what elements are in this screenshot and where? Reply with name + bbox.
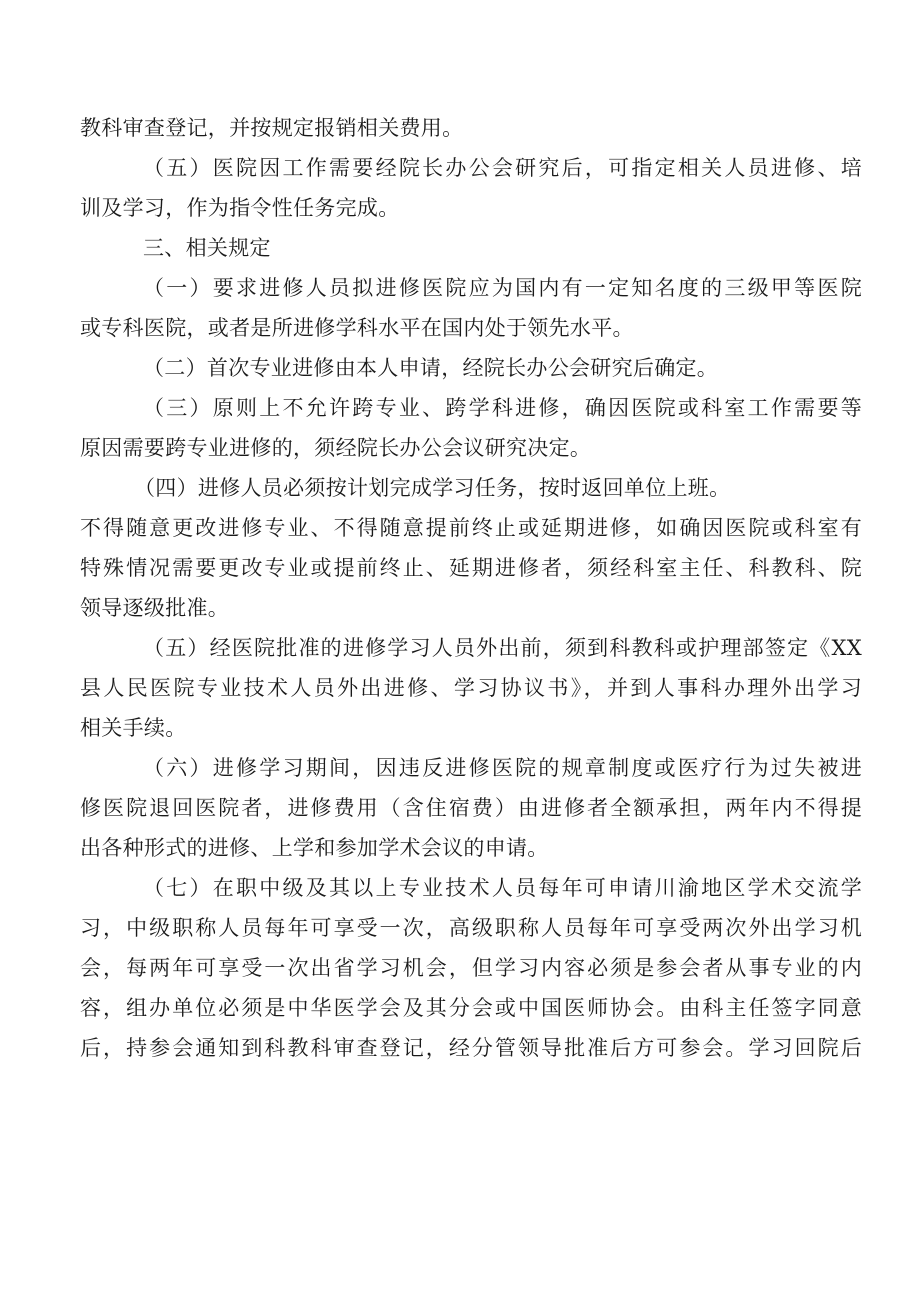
section-heading (80, 228, 862, 268)
text-line: 原因需要跨专业进修的，须经院长办公会议研究决定。 (80, 436, 592, 460)
text-line: 县人民医院专业技术人员外出进修、学习协议书》，并到人事科办理外出学习 (80, 676, 862, 700)
section-heading-text: 三、相关规定 (143, 236, 271, 260)
paragraph-continuation (80, 108, 862, 148)
paragraph-rule-1 (80, 268, 862, 348)
text-line: 不得随意更改进修专业、不得随意提前终止或延期进修，如确因医院或科室有 (80, 516, 862, 540)
text-line: 后，持参会通知到科教科审查登记，经分管领导批准后方可参会。学习回院后 (80, 1036, 862, 1060)
text-line: 习，中级职称人员每年可享受一次，高级职称人员每年可享受两次外出学习机 (80, 916, 862, 940)
text-line: 教科审查登记，并按规定报销相关费用。 (80, 116, 464, 140)
text-line: （三）原则上不允许跨专业、跨学科进修，确因医院或科室工作需要等 (143, 396, 862, 420)
paragraph-rule-7 (80, 868, 862, 1068)
document-body (80, 108, 862, 1068)
paragraph-assigned-training (80, 148, 862, 228)
text-line: 修医院退回医院者，进修费用（含住宿费）由进修者全额承担，两年内不得提 (80, 796, 862, 820)
text-line: （五）医院因工作需要经院长办公会研究后，可指定相关人员进修、培 (143, 156, 862, 180)
text-line: 容，组办单位必须是中华医学会及其分会或中国医师协会。由科主任签字同意 (80, 996, 862, 1020)
text-line: 领导逐级批准。 (80, 596, 230, 620)
text-line: 特殊情况需要更改专业或提前终止、延期进修者，须经科室主任、科教科、院 (80, 556, 862, 580)
paragraph-rule-6 (80, 748, 862, 868)
text-line: （五）经医院批准的进修学习人员外出前，须到科教科或护理部签定《XX (143, 636, 862, 660)
text-line: 出各种形式的进修、上学和参加学术会议的申请。 (80, 836, 549, 860)
paragraph-rule-4 (80, 468, 862, 628)
text-line: （六）进修学习期间，因违反进修医院的规章制度或医疗行为过失被进 (143, 756, 862, 780)
text-line: 训及学习，作为指令性任务完成。 (80, 196, 400, 220)
text-line: 或专科医院，或者是所进修学科水平在国内处于领先水平。 (80, 316, 634, 340)
paragraph-rule-5 (80, 628, 862, 748)
paragraph-rule-3 (80, 388, 862, 468)
text-line: （四）进修人员必须按计划完成学习任务，按时返回单位上班。 (134, 476, 731, 500)
text-line: （一）要求进修人员拟进修医院应为国内有一定知名度的三级甲等医院 (143, 276, 862, 300)
text-line: （二）首次专业进修由本人申请，经院长办公会研究后确定。 (143, 356, 719, 380)
text-line: 会，每两年可享受一次出省学习机会，但学习内容必须是参会者从事专业的内 (80, 956, 862, 980)
text-line: 相关手续。 (80, 716, 187, 740)
paragraph-rule-2 (80, 348, 862, 388)
text-line: （七）在职中级及其以上专业技术人员每年可申请川渝地区学术交流学 (143, 876, 862, 900)
